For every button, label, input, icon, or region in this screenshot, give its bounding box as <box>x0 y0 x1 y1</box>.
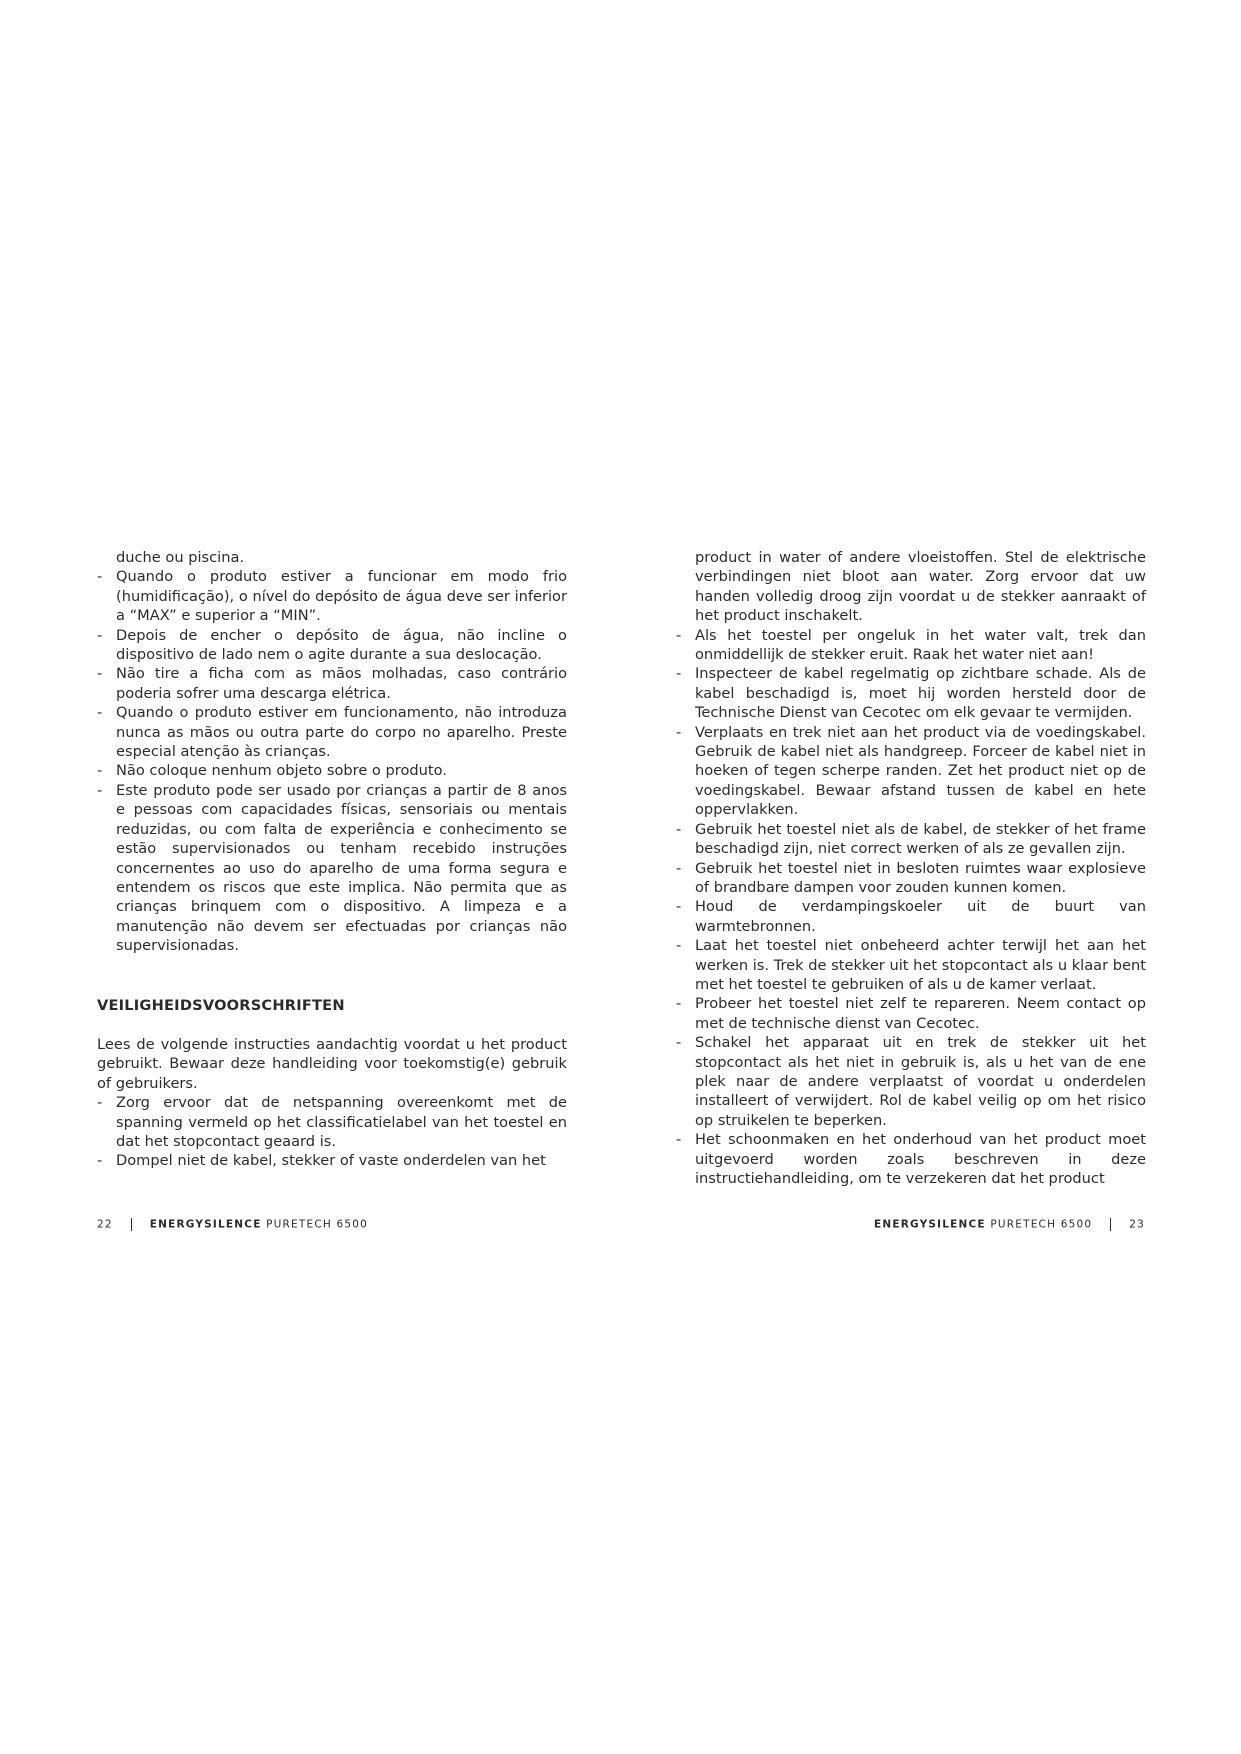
list-item: - Este produto pode ser usado por crianças a partir de 8 anos e pessoas com capacidades físicas, sensoriais ou mentais reduzidas, ou com falta de experiência e conhecimento se estão supervisionados ou tenham recebido instruções concernentes ao uso do aparelho de uma forma segura e entendem os riscos que este implica. Não permita que as crianças brinquem com o dispositivo. A limpeza e a manutenção não devem ser efectuadas por crianças não supervisionadas. <box>97 781 567 956</box>
list-item: - Probeer het toestel niet zelf te repareren. Neem contact op met de technische dienst van Cecotec. <box>676 994 1146 1033</box>
list-item: - Depois de encher o depósito de água, não incline o dispositivo de lado nem o agite durante a sua deslocação. <box>97 626 567 665</box>
safety-list-pt <box>97 567 567 955</box>
left-page-footer <box>97 1218 368 1231</box>
footer-model: PURETECH 6500 <box>990 1218 1093 1231</box>
list-item: - Não coloque nenhum objeto sobre o produto. <box>97 761 567 780</box>
list-item: - Gebruik het toestel niet als de kabel, de stekker of het frame beschadigd zijn, niet correct werken of als ze gevallen zijn. <box>676 820 1146 859</box>
list-item: - Inspecteer de kabel regelmatig op zichtbare schade. Als de kabel beschadigd is, moet hij worden hersteld door de Technische Dienst van Cecotec om elk gevaar te vermijden. <box>676 664 1146 722</box>
list-item: - Het schoonmaken en het onderhoud van het product moet uitgevoerd worden zoals beschreven in deze instructiehandleiding, om te verzekeren dat het product <box>676 1130 1146 1188</box>
section-heading: VEILIGHEIDSVOORSCHRIFTEN <box>97 996 345 1014</box>
footer-divider <box>131 1218 132 1231</box>
list-item: - Não tire a ficha com as mãos molhadas, caso contrário poderia sofrer uma descarga elétrica. <box>97 664 567 703</box>
footer-brand: ENERGYSILENCE <box>149 1218 262 1231</box>
safety-list-nl <box>97 1093 567 1171</box>
list-item: - Quando o produto estiver em funcionamento, não introduza nunca as mãos ou outra parte do corpo no aparelho. Preste especial atenção às crianças. <box>97 703 567 761</box>
continuation-text: product in water of andere vloeistoffen. Stel de elektrische verbindingen niet bloot aan water. Zorg ervoor dat uw handen volledig droog zijn voordat u de stekker aanraakt of het product inschakelt. <box>695 549 1146 625</box>
list-item: - Verplaats en trek niet aan het product via de voedingskabel. Gebruik de kabel niet als handgreep. Forceer de kabel niet in hoeken of tegen scherpe randen. Zet het product niet op de voedingskabel. Bewaar afstand tussen de kabel en hete oppervlakken. <box>676 723 1146 820</box>
list-item: - Quando o produto estiver a funcionar em modo frio (humidificação), o nível do depósito de água deve ser inferior a “MAX” e superior a “MIN”. <box>97 567 567 625</box>
list-item: - Zorg ervoor dat de netspanning overeenkomt met de spanning vermeld op het classificatielabel van het toestel en dat het stopcontact geaard is. <box>97 1093 567 1151</box>
list-item: - Dompel niet de kabel, stekker of vaste onderdelen van het <box>97 1151 567 1170</box>
footer-divider <box>1110 1218 1111 1231</box>
right-page-footer <box>874 1218 1145 1231</box>
page-number: 23 <box>1129 1218 1145 1231</box>
safety-list-nl-continued <box>676 626 1146 1189</box>
continuation-text: duche ou piscina. <box>116 549 245 566</box>
intro-paragraph: Lees de volgende instructies aandachtig voordat u het product gebruikt. Bewaar deze handleiding voor toekomstig(e) gebruik of gebruikers. <box>97 1035 567 1092</box>
list-item: - Houd de verdampingskoeler uit de buurt van warmtebronnen. <box>676 897 1146 936</box>
footer-model: PURETECH 6500 <box>266 1218 369 1231</box>
list-item: - Laat het toestel niet onbeheerd achter terwijl het aan het werken is. Trek de stekker uit het stopcontact als u klaar bent met het toestel te gebruiken of als u de kamer verlaat. <box>676 936 1146 994</box>
list-item: - Schakel het apparaat uit en trek de stekker uit het stopcontact als het niet in gebruik is, als u het van de ene plek naar de andere verplaatst of voordat u onderdelen installeert of verwijdert. Rol de kabel veilig op om het risico op struikelen te beperken. <box>676 1033 1146 1130</box>
list-item: - Gebruik het toestel niet in besloten ruimtes waar explosieve of brandbare dampen voor zouden kunnen komen. <box>676 859 1146 898</box>
page-number: 22 <box>97 1218 113 1231</box>
right-page-column <box>676 548 1146 1188</box>
footer-brand: ENERGYSILENCE <box>873 1218 986 1231</box>
left-page-column <box>97 548 567 1171</box>
list-item: - Als het toestel per ongeluk in het water valt, trek dan onmiddellijk de stekker eruit. Raak het water niet aan! <box>676 626 1146 665</box>
